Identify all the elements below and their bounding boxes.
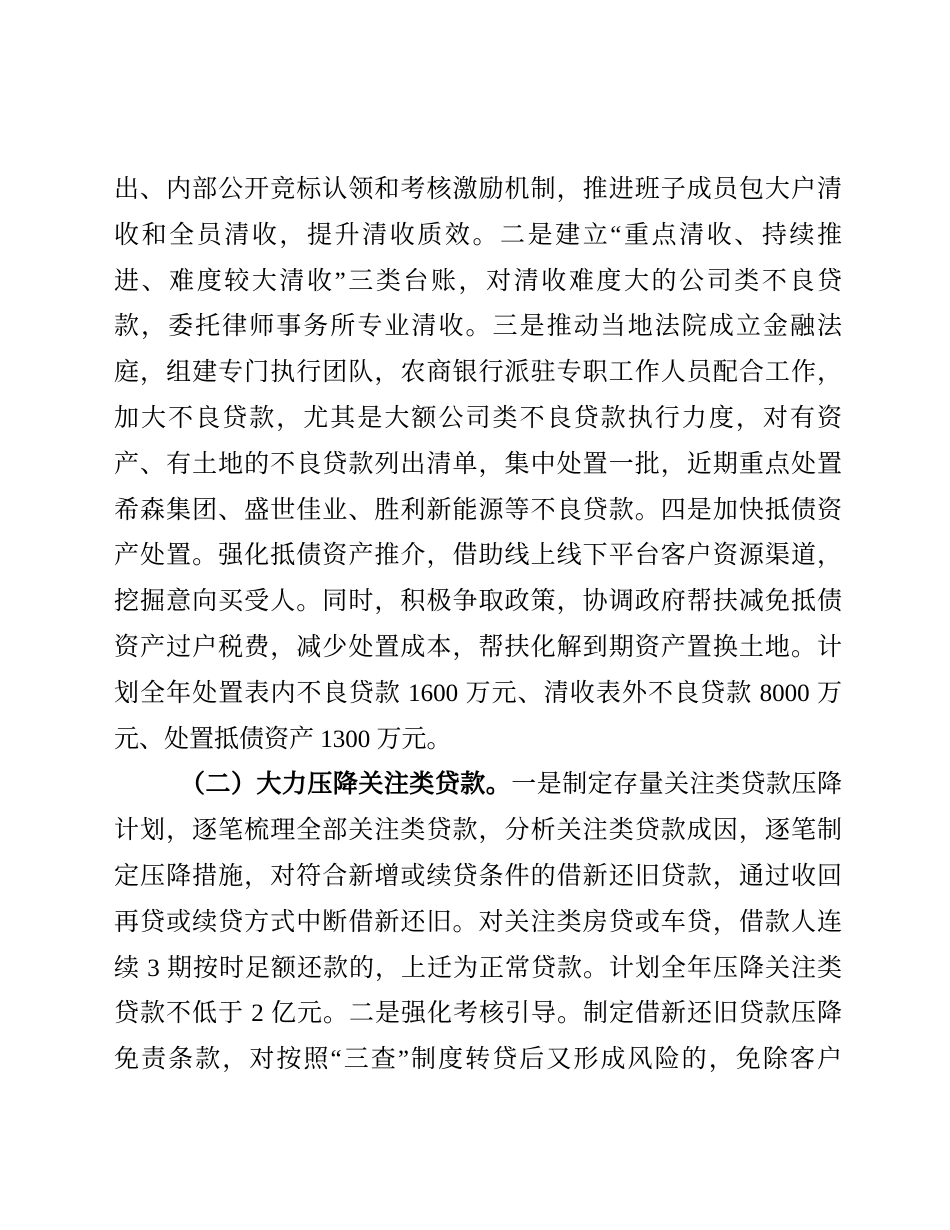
text-line	[114, 762, 842, 808]
text-line: 资产过户税费，减少处置成本，帮扶化解到期资产置换土地。计	[114, 633, 842, 661]
text-line: 出、内部公开竞标认领和考核激励机制，推进班子成员包大户清	[114, 176, 842, 203]
text-line: 免责条款，对按照“三查”制度转贷后又形成风险的，免除客户	[114, 1046, 842, 1074]
text-line: 计划，逐笔梳理全部关注类贷款，分析关注类贷款成因，逐笔制	[114, 817, 842, 845]
text-line: 收和全员清收，提升清收质效。二是建立“重点清收、持续推	[114, 221, 842, 249]
text-run: 一是制定存量关注类贷款压降	[511, 771, 842, 799]
text-line: 再贷或续贷方式中断借新还旧。对关注类房贷或车贷，借款人连	[114, 908, 842, 936]
text-line: 庭，组建专门执行团队，农商银行派驻专职工作人员配合工作，	[114, 359, 842, 387]
text-line: 元、处置抵债资产 1300 万元。	[114, 725, 452, 753]
text-line: 加大不良贷款，尤其是大额公司类不良贷款执行力度，对有资	[114, 404, 842, 432]
text-line: 产、有土地的不良贷款列出清单，集中处置一批，近期重点处置	[114, 450, 842, 478]
text-line: 希森集团、盛世佳业、胜利新能源等不良贷款。四是加快抵债资	[114, 496, 842, 524]
document-body	[114, 167, 842, 1083]
text-line: 划全年处置表内不良贷款 1600 万元、清收表外不良贷款 8000 万	[114, 679, 842, 707]
text-line: 进、难度较大清收”三类台账，对清收难度大的公司类不良贷	[114, 267, 842, 295]
text-line: 贷款不低于 2 亿元。二是强化考核引导。制定借新还旧贷款压降	[114, 1000, 842, 1028]
text-line: 挖掘意向买受人。同时，积极争取政策，协调政府帮扶减免抵债	[114, 588, 842, 616]
section-heading: （二）大力压降关注类贷款。	[180, 771, 512, 799]
text-line: 续 3 期按时足额还款的，上迁为正常贷款。计划全年压降关注类	[114, 954, 842, 982]
text-line: 款，委托律师事务所专业清收。三是推动当地法院成立金融法	[114, 313, 842, 341]
text-line: 定压降措施，对符合新增或续贷条件的借新还旧贷款，通过收回	[114, 862, 842, 890]
text-line: 产处置。强化抵债资产推介，借助线上线下平台客户资源渠道，	[114, 542, 842, 570]
